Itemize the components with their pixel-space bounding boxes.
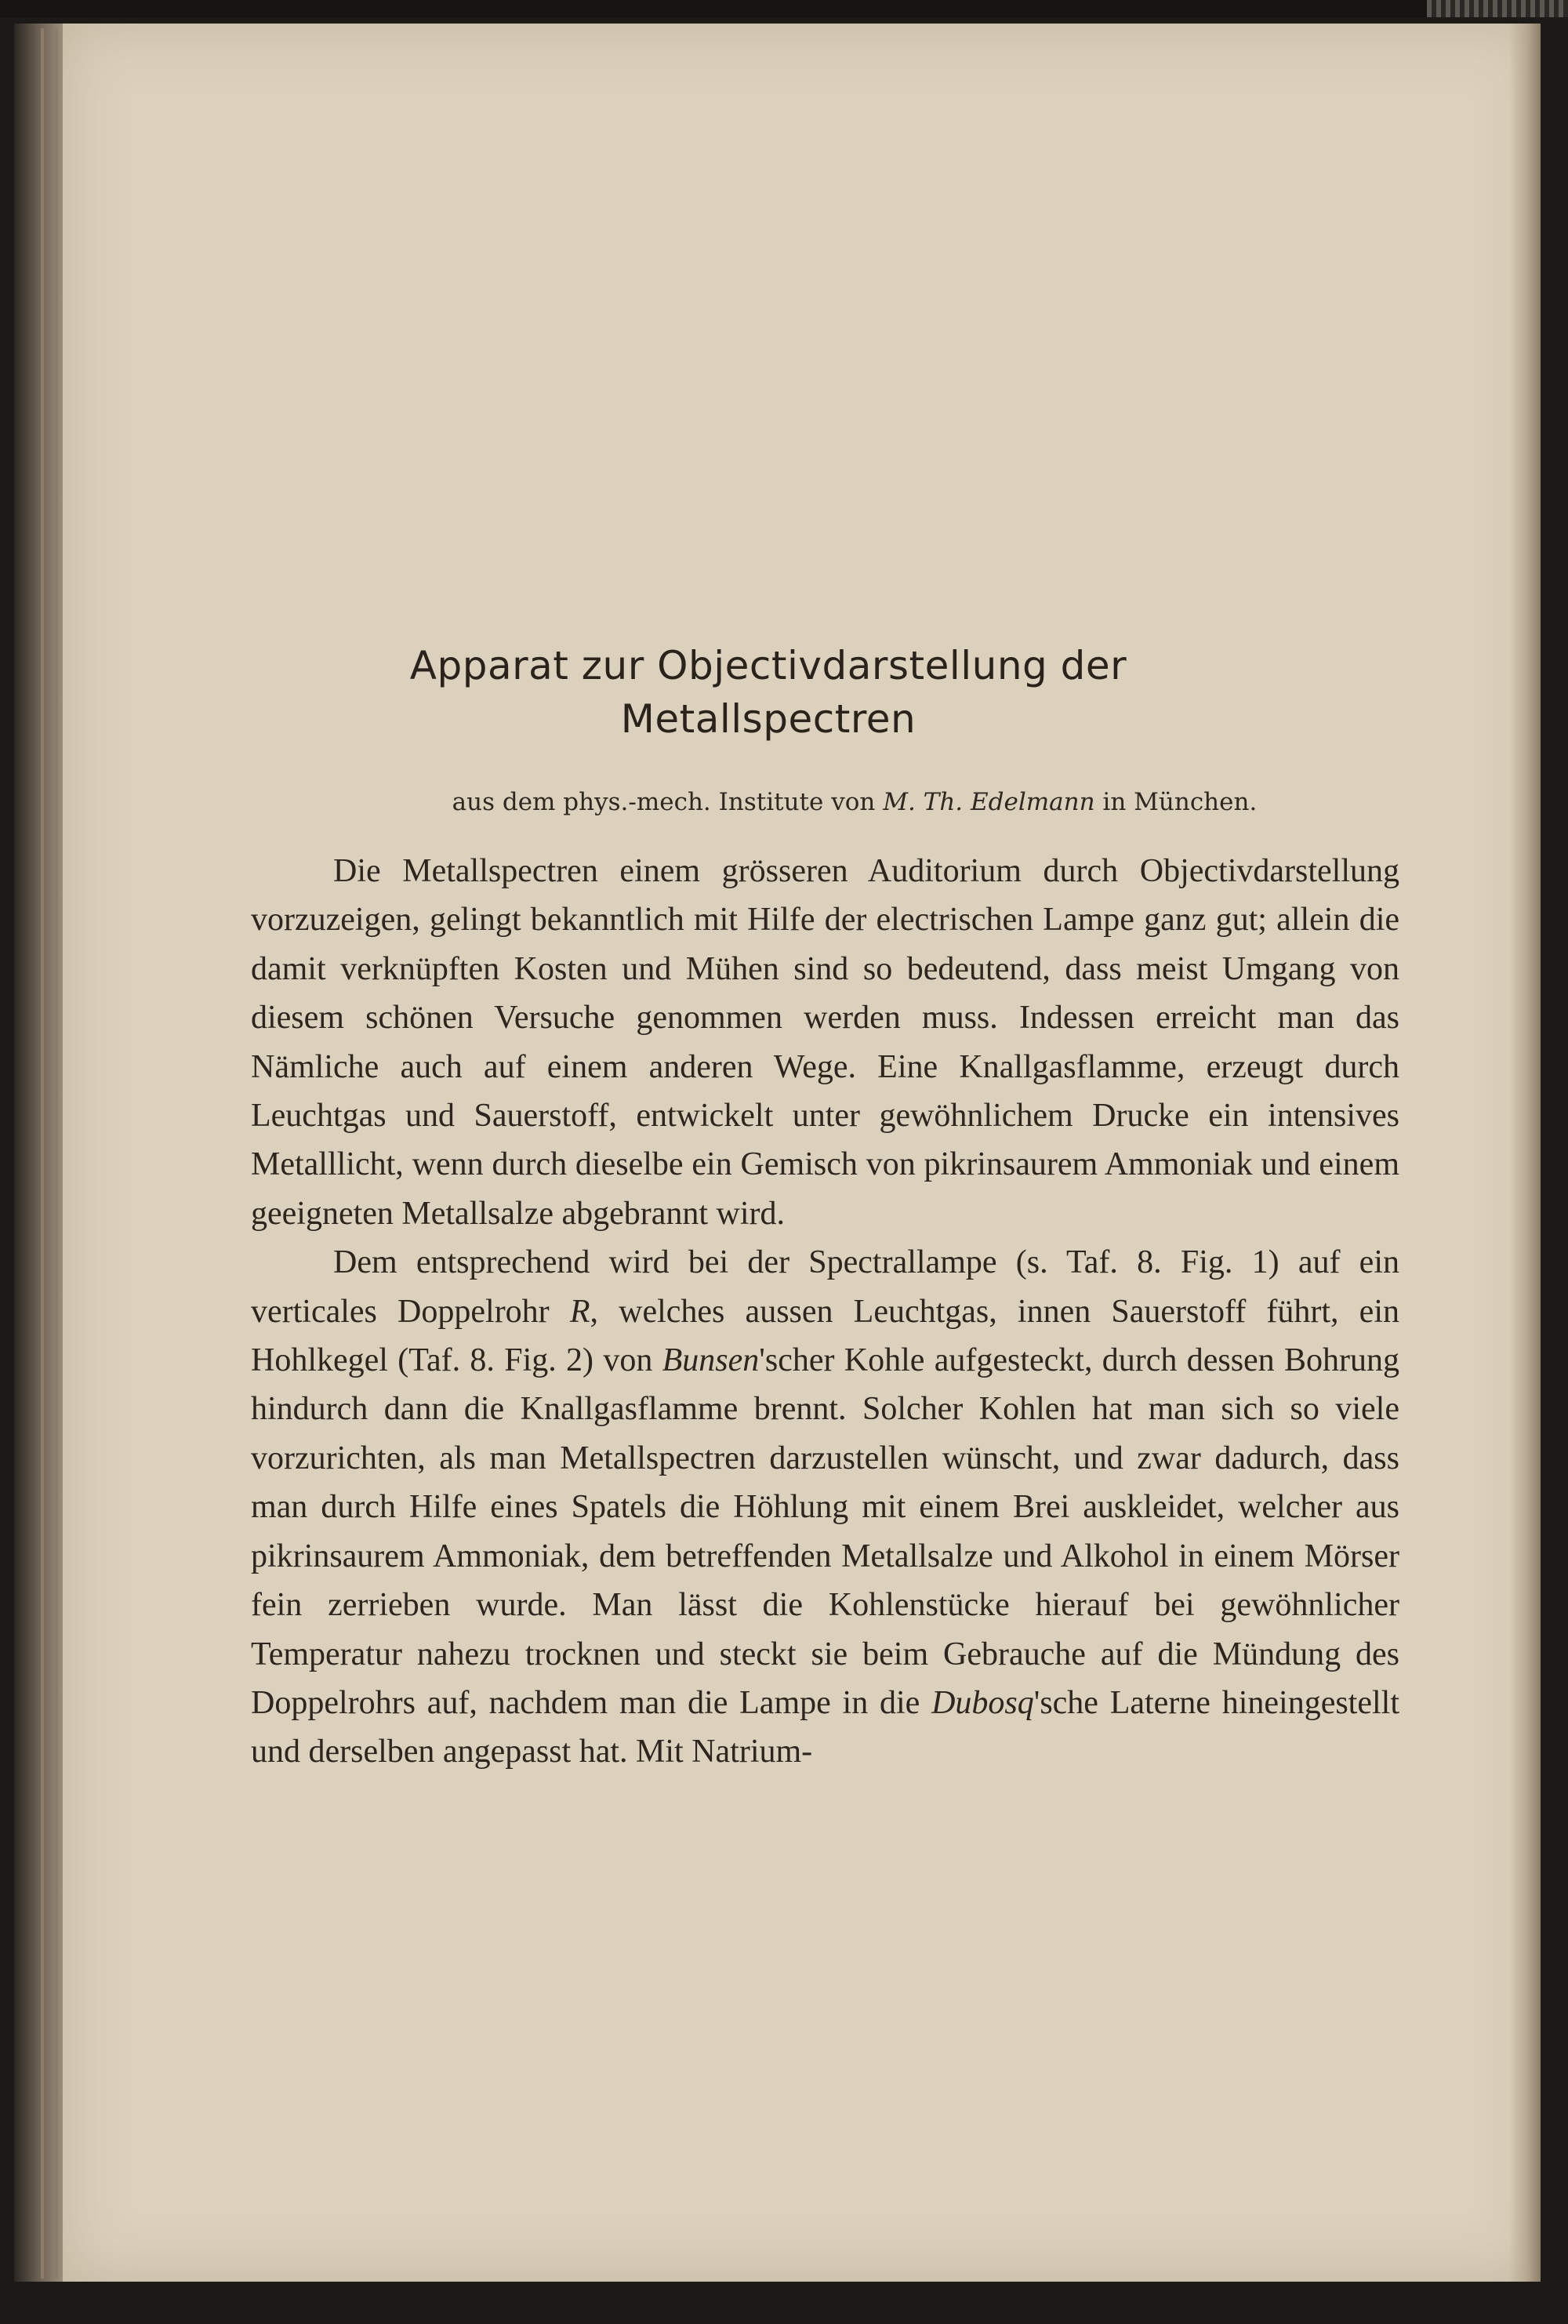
- paragraph-1: Die Metallspectren einem grösseren Auditorium durch Objectivdarstellung vorzuzeigen, gelingt bekanntlich mit Hilfe der electrischen Lampe ganz gut; allein die damit verknüpften Kosten und Mühen sind so bedeutend, dass meist Umgang von diesem schönen Versuche genommen werden muss. Indessen erreicht man das Nämliche auch auf einem anderen Wege. Eine Knallgasflamme, erzeugt durch Leuchtgas und Sauerstoff, entwickelt unter gewöhnlichem Drucke ein intensives Metalllicht, wenn durch dieselbe ein Gemisch von pikrinsaurem Ammoniak und einem geeigneten Metallsalze abgebrannt wird.: [251, 853, 1399, 1232]
- paragraph-2: [251, 1238, 1399, 1776]
- subtitle-suffix: in München.: [1094, 788, 1258, 816]
- article-title: [376, 639, 1160, 746]
- scan-top-edge: [0, 0, 1568, 17]
- article-subtitle: [345, 788, 1364, 816]
- paragraph-2-part-1: Dem entsprechend wird bei der Spectrallampe (s. Taf. 8. Fig. 1) auf ein verticales Doppelrohr: [251, 1244, 1399, 1330]
- page-stack-line: [41, 28, 44, 2279]
- title-line-2: Metallspectren: [620, 696, 916, 742]
- subtitle-prefix: aus dem phys.-mech. Institute von: [452, 788, 884, 816]
- page-stack-line: [55, 28, 58, 2279]
- article-body: [251, 847, 1399, 1777]
- name-bunsen: Bunsen: [662, 1342, 760, 1379]
- paragraph-2-part-3: 'scher Kohle aufgesteckt, durch dessen Bohrung hindurch dann die Knallgasflamme brennt. Solcher Kohlen hat man sich so viele vorzurichten, als man Metallspectren darzustellen wünscht, und zwar dadurch, dass man durch Hilfe eines Spatels die Höhlung mit einem Brei auskleidet, welcher aus pikrinsaurem Ammoniak, dem betreffenden Metallsalze und Alkohol in einem Mörser fein zerrieben wurde. Man lässt die Kohlenstücke hierauf bei gewöhnlicher Temperatur nahezu trocknen und steckt sie beim Gebrauche auf die Mündung des Doppelrohrs auf, nachdem man die Lampe in die: [251, 1342, 1399, 1721]
- paragraph-2-part-4: 'sche Laterne hineingestellt und derselben angepasst hat. Mit Natrium-: [251, 1684, 1400, 1770]
- paragraph-2-part-2: , welches aussen Leuchtgas, innen Sauerstoff führt, ein Hohlkegel (Taf. 8. Fig. 2) von: [251, 1293, 1399, 1379]
- name-dubosq: Dubosq: [931, 1684, 1034, 1721]
- title-line-1: Apparat zur Objectivdarstellung der: [409, 643, 1127, 688]
- scan-corner-marker: [1427, 0, 1568, 17]
- symbol-r: R: [569, 1293, 590, 1330]
- binding-edge: [1509, 24, 1541, 2282]
- subtitle-person: M. Th. Edelmann: [883, 788, 1095, 816]
